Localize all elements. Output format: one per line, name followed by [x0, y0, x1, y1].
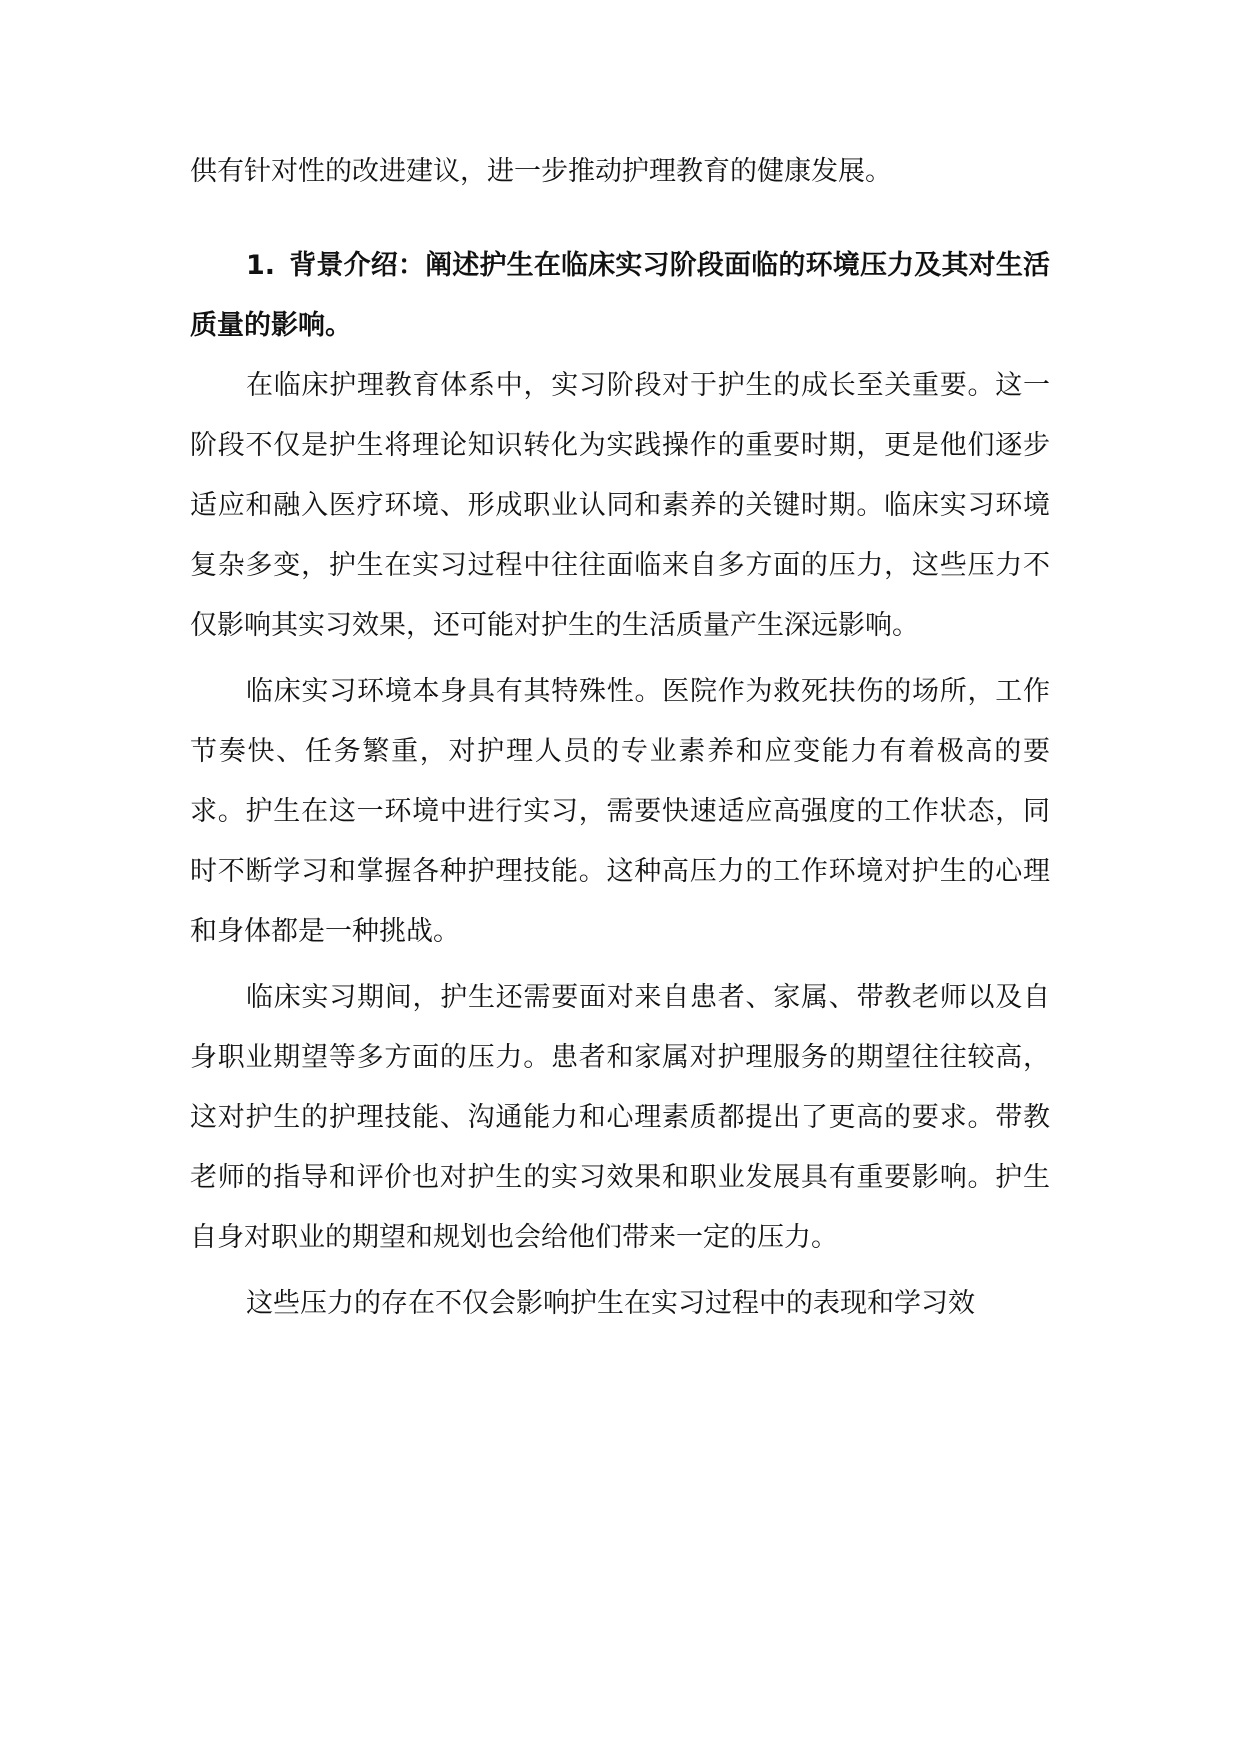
section-title: 背景介绍：阐述护生在临床实习阶段面临的环境压力及其对生活质量的影响。 — [190, 250, 1050, 341]
section-heading — [190, 236, 1050, 356]
body-paragraph-4: 这些压力的存在不仅会影响护生在实习过程中的表现和学习效 — [246, 1288, 975, 1319]
opening-paragraph-fragment: 供有针对性的改进建议，进一步推动护理教育的健康发展。 — [190, 156, 892, 187]
document-body — [190, 142, 1050, 1334]
body-paragraph-3: 临床实习期间，护生还需要面对来自患者、家属、带教老师以及自身职业期望等多方面的压力。患者和家属对护理服务的期望往往较高，这对护生的护理技能、沟通能力和心理素质都提出了更高的要求。带教老师的指导和评价也对护生的实习效果和职业发展具有重要影响。护生自身对职业的期望和规划也会给他们带来一定的压力。 — [190, 982, 1050, 1253]
section-number: 1. — [246, 250, 276, 281]
body-paragraph-2: 临床实习环境本身具有其特殊性。医院作为救死扶伤的场所，工作节奏快、任务繁重，对护理人员的专业素养和应变能力有着极高的要求。护生在这一环境中进行实习，需要快速适应高强度的工作状态，同时不断学习和掌握各种护理技能。这种高压力的工作环境对护生的心理和身体都是一种挑战。 — [190, 676, 1050, 947]
body-paragraph-1: 在临床护理教育体系中，实习阶段对于护生的成长至关重要。这一阶段不仅是护生将理论知识转化为实践操作的重要时期，更是他们逐步适应和融入医疗环境、形成职业认同和素养的关键时期。临床实习环境复杂多变，护生在实习过程中往往面临来自多方面的压力，这些压力不仅影响其实习效果，还可能对护生的生活质量产生深远影响。 — [190, 370, 1050, 641]
